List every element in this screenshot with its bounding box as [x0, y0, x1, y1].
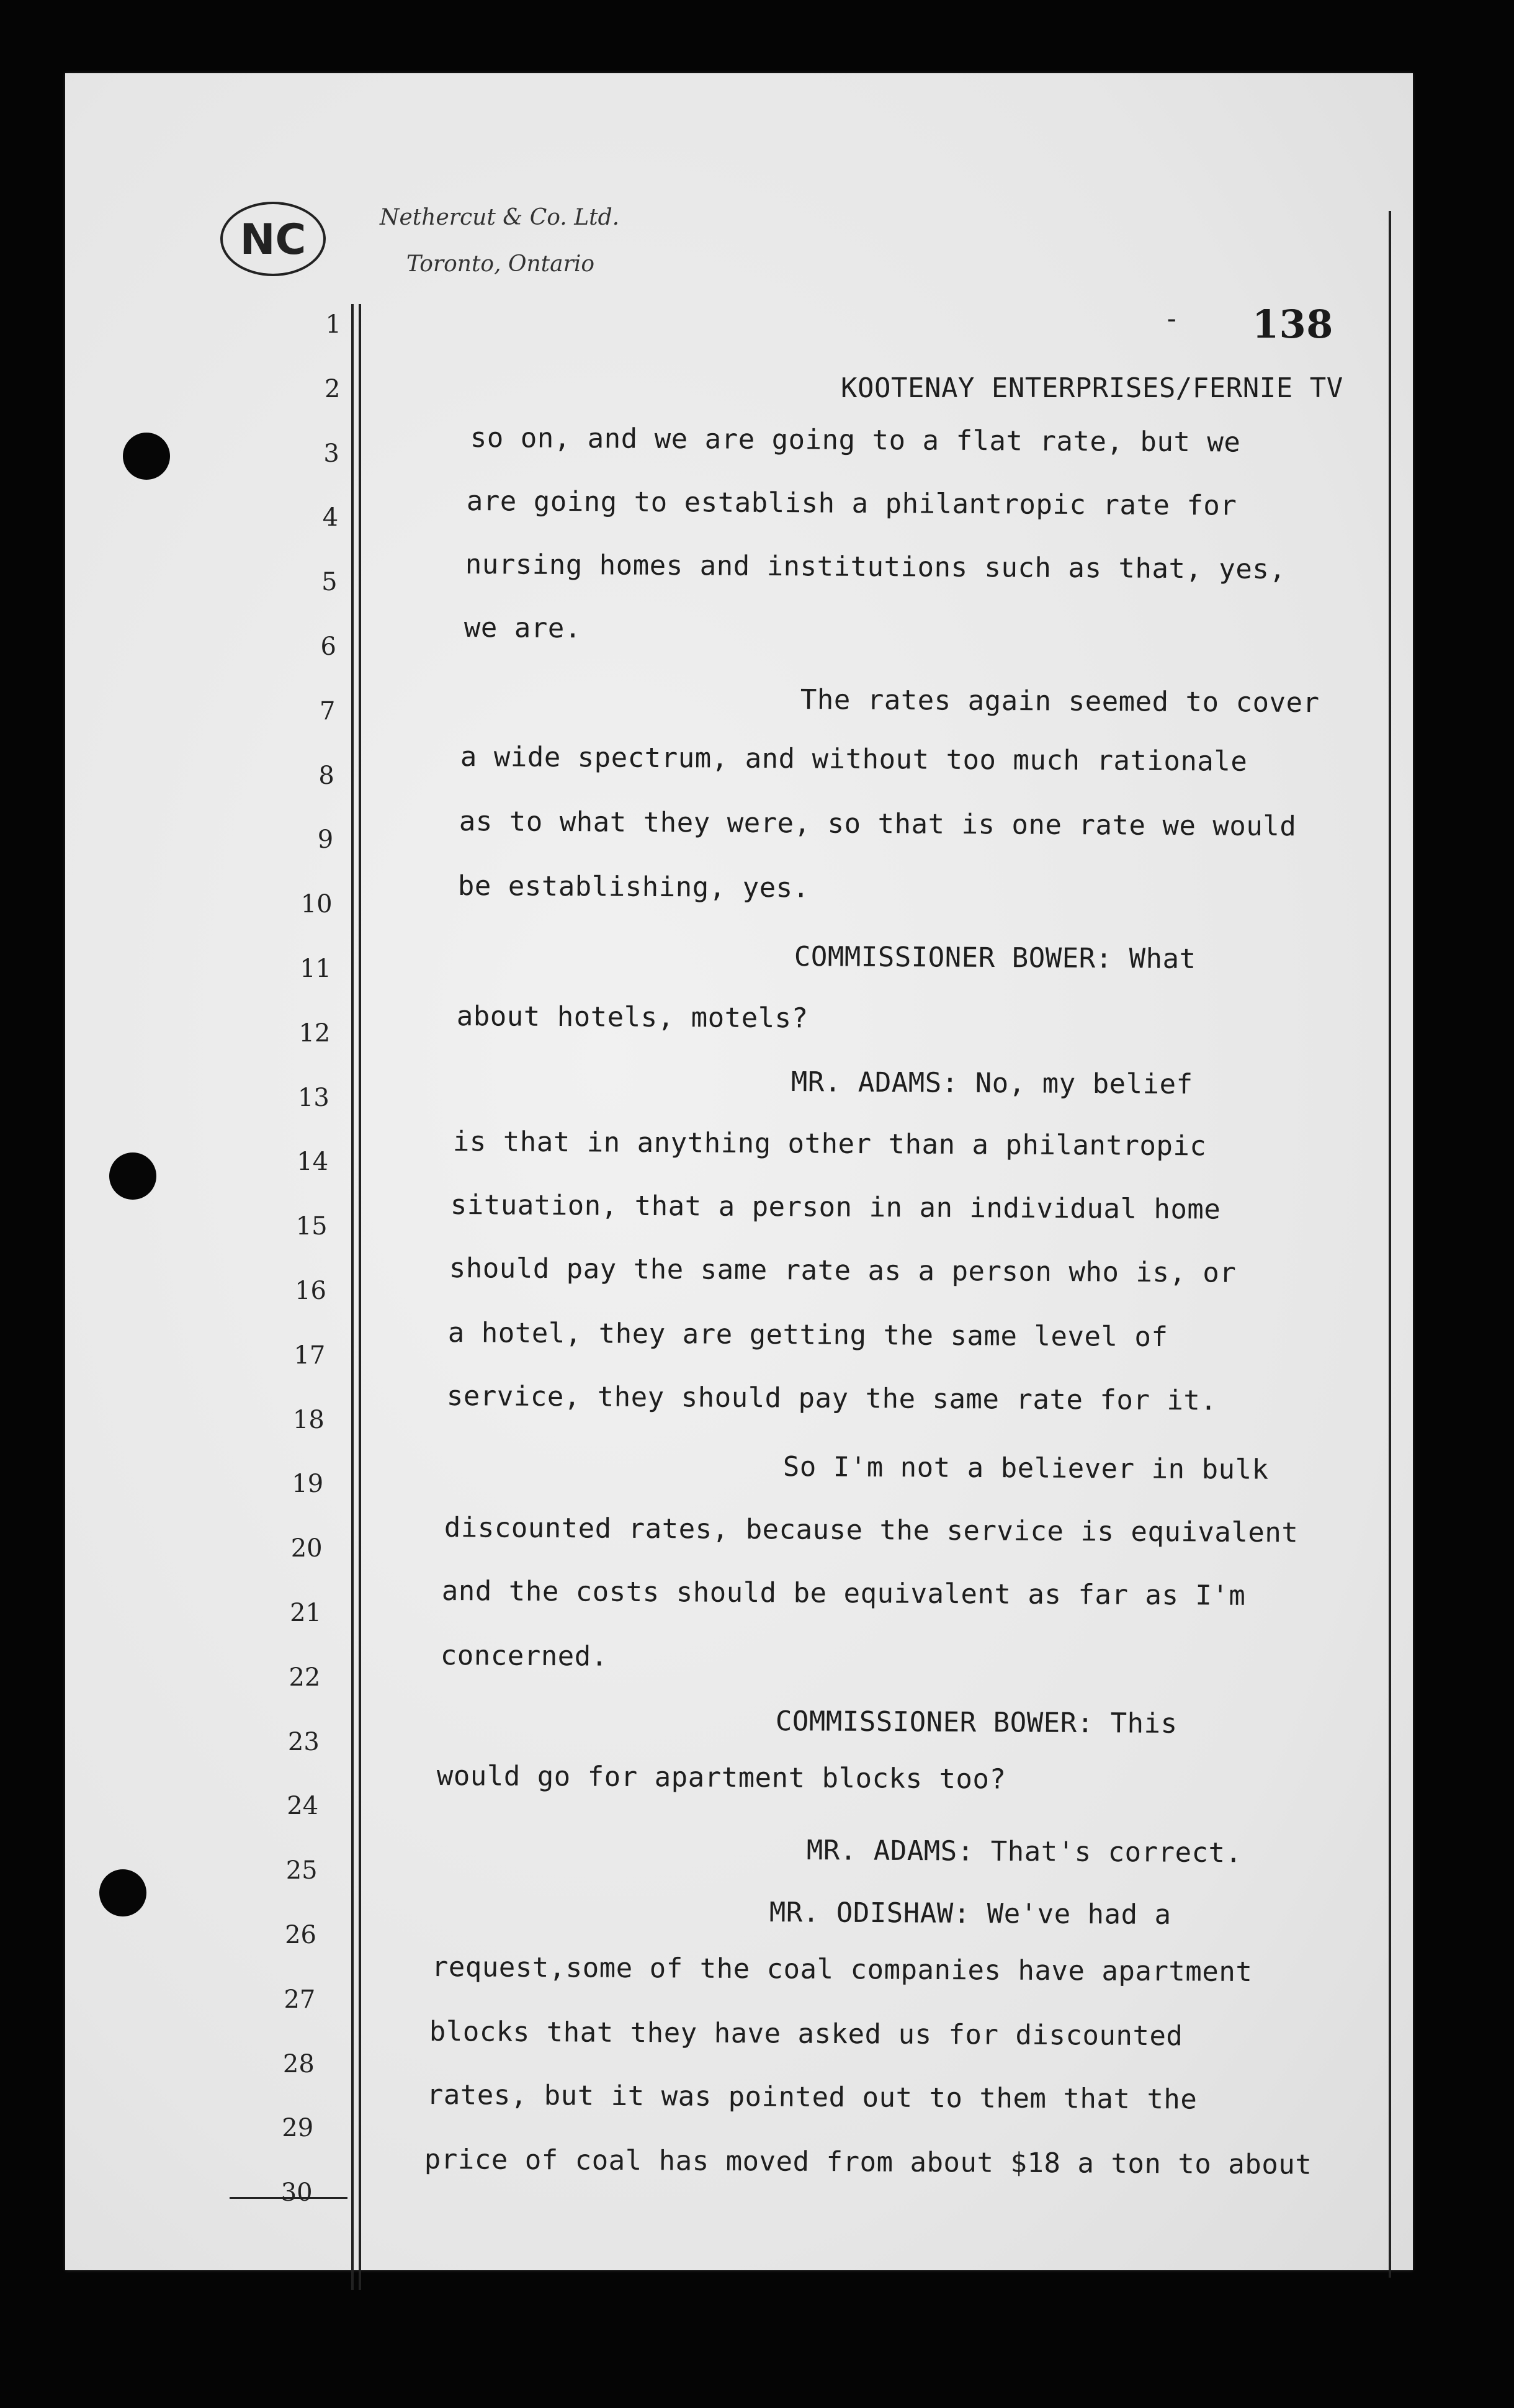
binder-hole-bottom [99, 1869, 146, 1916]
transcript-line: is that in anything other than a philantropic [452, 1126, 1207, 1162]
transcript-line: be establishing, yes. [457, 870, 810, 904]
line-number: 10 [300, 890, 333, 919]
line-number: 23 [287, 1727, 320, 1756]
transcript-line: are going to establish a philantropic rate for [466, 485, 1237, 522]
line-number: 2 [324, 374, 341, 403]
transcript-line: a hotel, they are getting the same level of [447, 1317, 1168, 1354]
transcript-line: MR. ADAMS: That's correct. [806, 1835, 1242, 1869]
right-margin-rule [1389, 211, 1391, 2278]
transcript-line: request,some of the coal companies have apartment [431, 1951, 1253, 1988]
line-number: 25 [285, 1856, 318, 1885]
transcript-line: about hotels, motels? [456, 1000, 809, 1035]
transcript-line: rates, but it was pointed out to them that the [426, 2079, 1198, 2116]
line-number: 22 [289, 1663, 321, 1692]
line-number: 21 [290, 1599, 321, 1627]
line-number: 19 [292, 1470, 324, 1499]
line-number: 28 [282, 2049, 315, 2078]
line-number: 12 [298, 1018, 331, 1048]
line-number: 1 [325, 310, 341, 339]
firm-location: Toronto, Ontario [406, 251, 595, 277]
line-number: 18 [292, 1405, 325, 1434]
left-margin-rule-outer [351, 304, 354, 2290]
line-number: 17 [293, 1341, 326, 1370]
firm-name: Nethercut & Co. Ltd. [380, 205, 620, 230]
transcript-line: COMMISSIONER BOWER: What [794, 941, 1196, 975]
binder-hole-middle [109, 1152, 156, 1200]
transcript-line: discounted rates, because the service is equivalent [444, 1512, 1299, 1549]
line-number: 20 [290, 1534, 323, 1563]
line-number: 14 [297, 1148, 329, 1177]
transcript-line: should pay the same rate as a person who is, or [449, 1252, 1237, 1289]
transcript-line: a wide spectrum, and without too much rationale [460, 741, 1248, 778]
line-number: 13 [297, 1083, 329, 1112]
page-number: 138 [1252, 302, 1333, 347]
transcript-line: nursing homes and institutions such as that, yes, [465, 549, 1286, 586]
transcript-line: concerned. [440, 1640, 608, 1673]
line-number: 11 [300, 955, 331, 983]
transcript-line: blocks that they have asked us for discounted [429, 2016, 1183, 2052]
transcript-line: So I'm not a believer in bulk [782, 1451, 1269, 1486]
binder-hole-top [123, 433, 170, 480]
line-number: 9 [317, 825, 334, 855]
line-number: 6 [320, 632, 336, 661]
page-mark: - [1163, 303, 1180, 335]
line-number: 5 [321, 568, 338, 597]
line-number: 30 [280, 2178, 313, 2208]
line-number: 29 [282, 2114, 314, 2143]
transcript-line: as to what they were, so that is one rate we would [459, 806, 1297, 843]
transcript-line: COMMISSIONER BOWER: This [775, 1705, 1178, 1740]
transcript-line: price of coal has moved from about $18 a ton to about [424, 2144, 1312, 2181]
line-number: 24 [287, 1792, 319, 1821]
line-number: 26 [285, 1921, 316, 1949]
transcript-line: situation, that a person in an individual home [450, 1189, 1221, 1226]
line-number: 3 [323, 439, 339, 468]
transcript-line: service, they should pay the same rate for it. [446, 1380, 1217, 1417]
line-number: 4 [322, 503, 339, 532]
transcript-line: we are. [464, 612, 581, 645]
line-number: 8 [318, 761, 334, 790]
line-number: 15 [295, 1212, 328, 1241]
transcript-line: The rates again seemed to cover [800, 684, 1320, 719]
transcript-line: MR. ADAMS: No, my belief [791, 1066, 1193, 1100]
left-margin-rule-inner [359, 304, 361, 2290]
transcript-line: would go for apartment blocks too? [436, 1760, 1006, 1795]
line-number: 7 [319, 696, 336, 726]
line-number: 16 [295, 1277, 326, 1305]
logo-monogram: NC [240, 215, 307, 264]
case-title: KOOTENAY ENTERPRISES/FERNIE TV [841, 372, 1343, 404]
firm-logo [220, 202, 326, 276]
transcript-line: and the costs should be equivalent as far as I'm [441, 1575, 1246, 1612]
transcript-line: so on, and we are going to a flat rate, but we [470, 422, 1241, 459]
line-number: 27 [284, 1985, 316, 2014]
transcript-line: MR. ODISHAW: We've had a [769, 1897, 1171, 1931]
